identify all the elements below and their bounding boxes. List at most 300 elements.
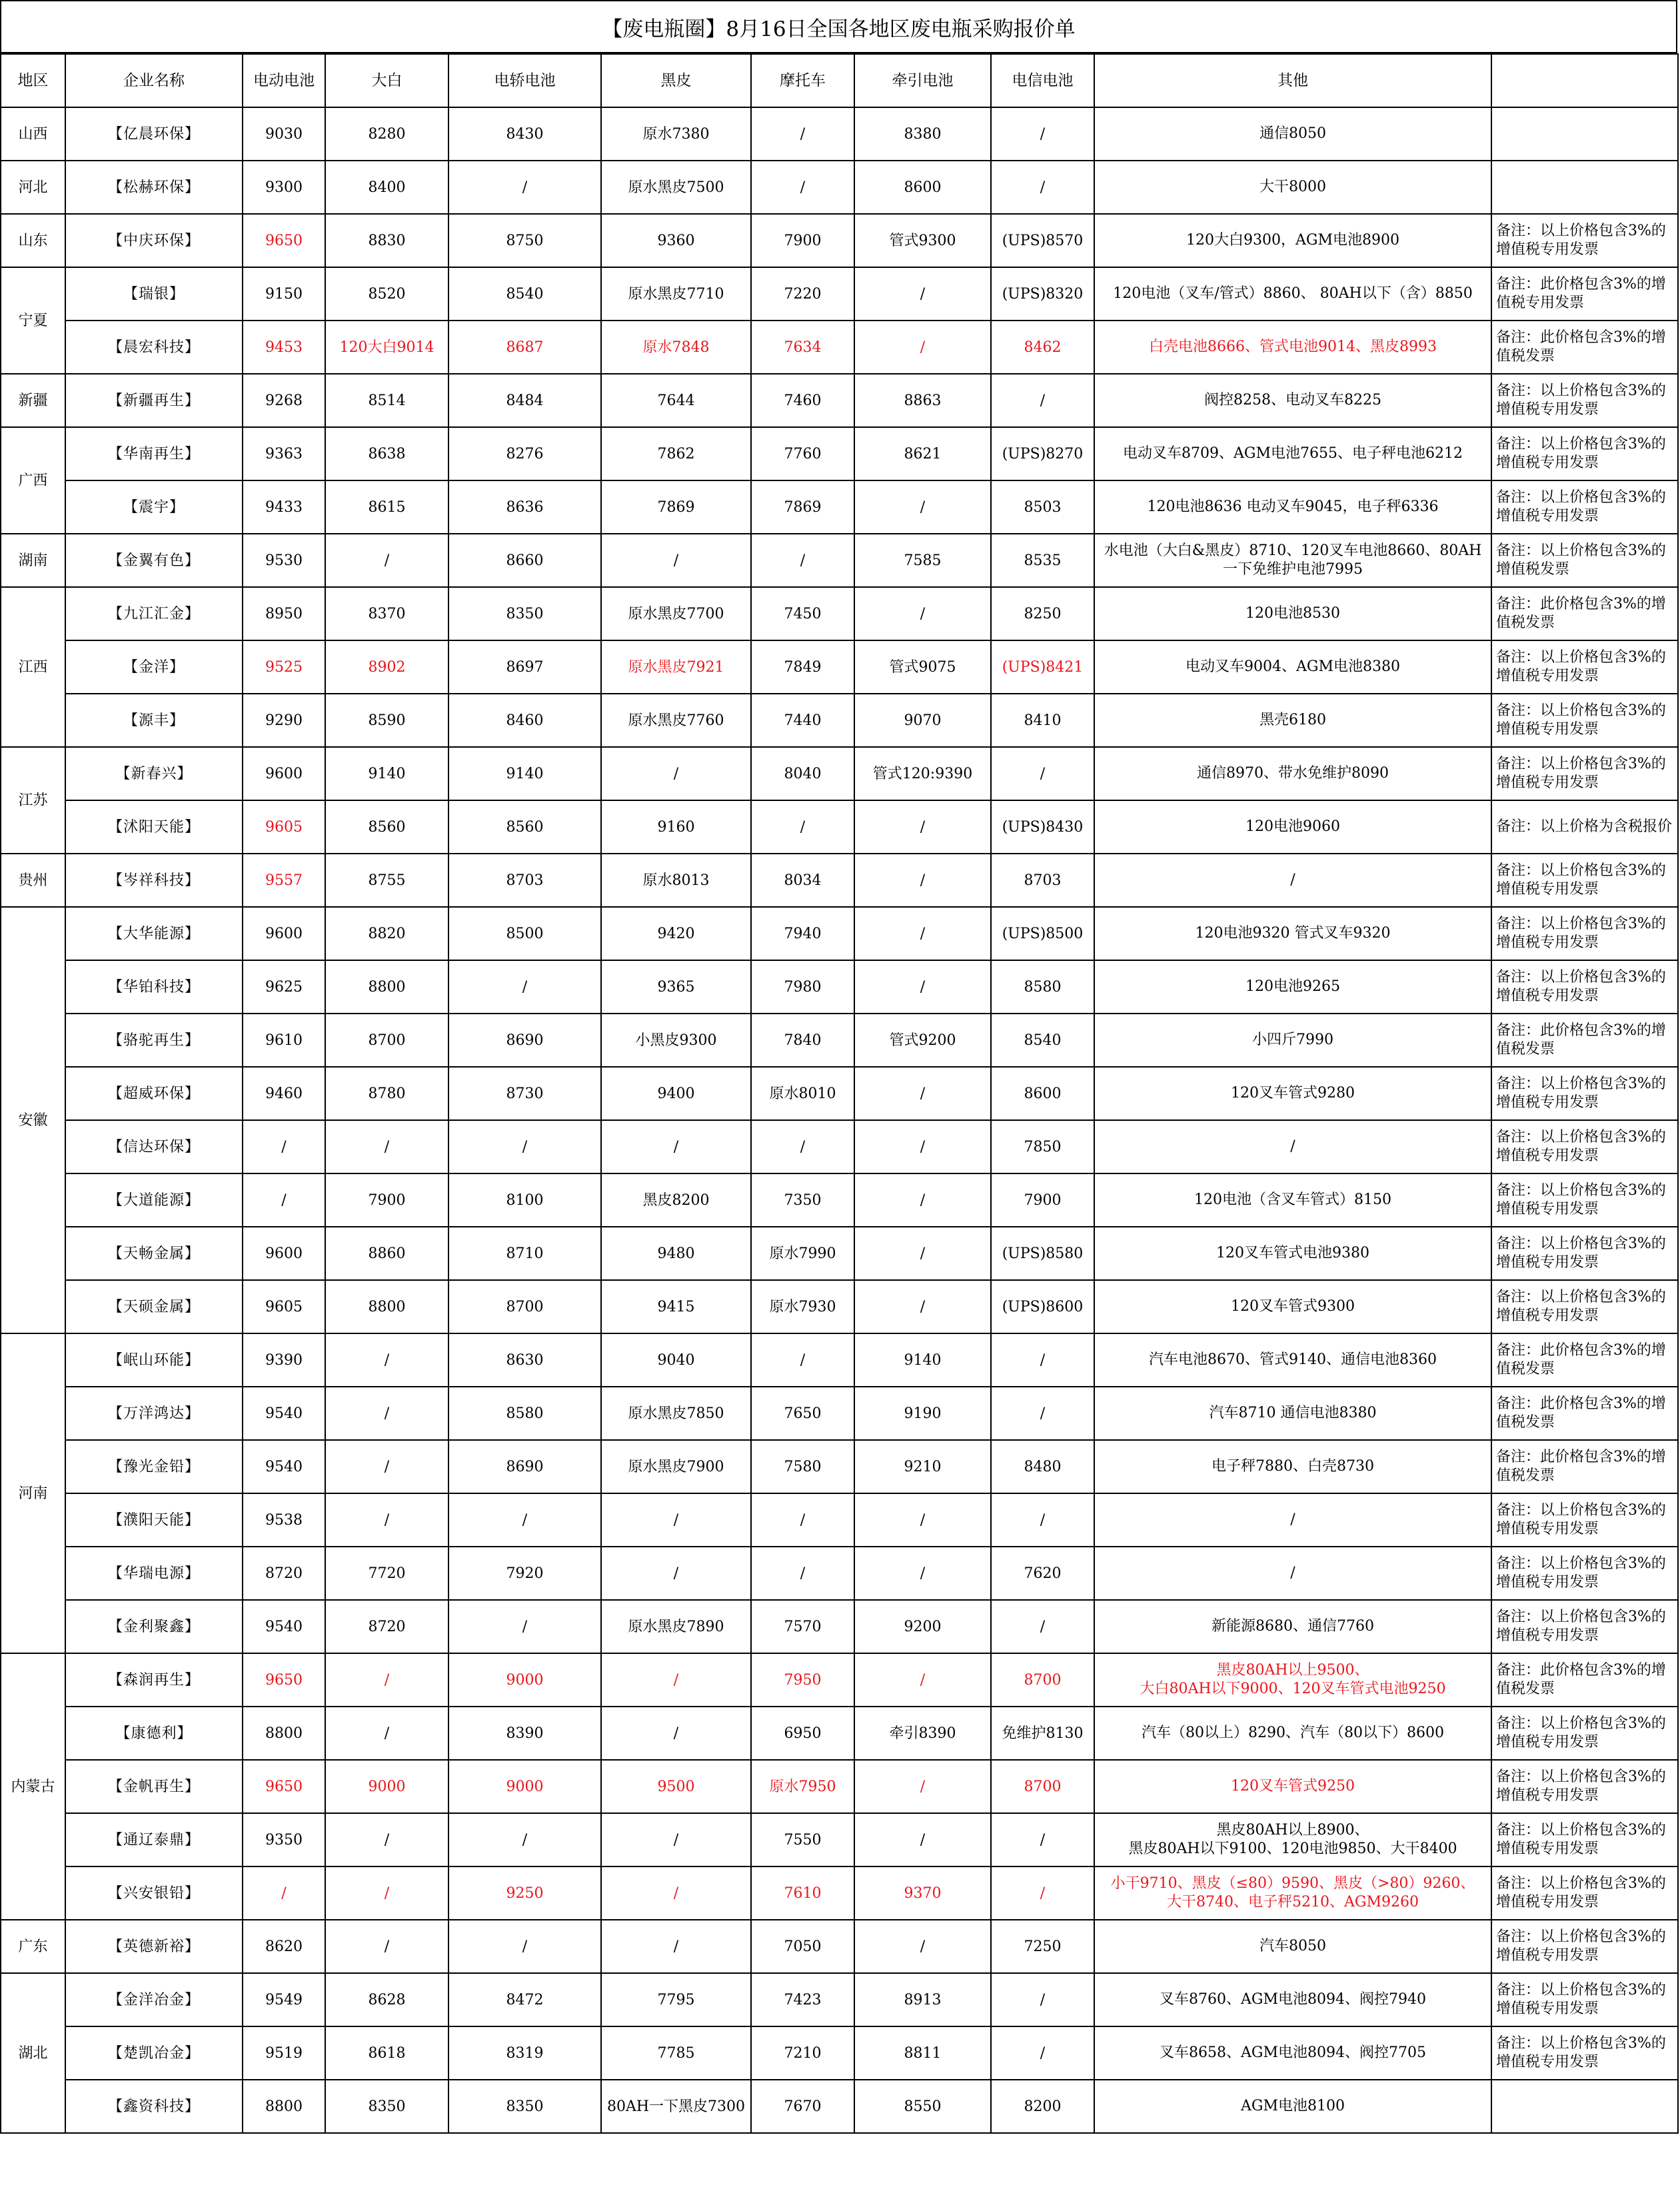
- telecom-battery-cell: 8535: [991, 534, 1094, 587]
- company-cell: 【岷山环能】: [65, 1333, 243, 1387]
- other-cell: /: [1094, 1120, 1491, 1173]
- motorcycle-cell: 7220: [751, 267, 854, 321]
- company-cell: 【震宇】: [65, 480, 243, 534]
- table-row: [1, 907, 1678, 960]
- electric-battery-cell: 9300: [243, 161, 325, 214]
- telecom-battery-cell: (UPS)8320: [991, 267, 1094, 321]
- company-cell: 【松赫环保】: [65, 161, 243, 214]
- table-row: [1, 534, 1678, 587]
- other-cell: 电子秤7880、白壳8730: [1094, 1440, 1491, 1493]
- dabai-cell: 8700: [325, 1014, 448, 1067]
- table-row: [1, 321, 1678, 374]
- telecom-battery-cell: (UPS)8500: [991, 907, 1094, 960]
- traction-battery-cell: /: [854, 1493, 991, 1547]
- header-region: 地区: [1, 54, 65, 107]
- note-cell: [1491, 2080, 1678, 2133]
- price-table: [0, 53, 1679, 2134]
- heipi-cell: /: [601, 1920, 751, 1973]
- motorcycle-cell: /: [751, 534, 854, 587]
- note-cell: 备注：以上价格包含3%的增值税专用发票: [1491, 1067, 1678, 1120]
- electric-battery-cell: 9460: [243, 1067, 325, 1120]
- heipi-cell: 9420: [601, 907, 751, 960]
- dabai-cell: 8628: [325, 1973, 448, 2026]
- motorcycle-cell: 原水8010: [751, 1067, 854, 1120]
- motorcycle-cell: 7440: [751, 694, 854, 747]
- telecom-battery-cell: /: [991, 107, 1094, 161]
- electric-battery-cell: 9600: [243, 747, 325, 800]
- telecom-battery-cell: /: [991, 374, 1094, 427]
- table-row: [1, 1120, 1678, 1173]
- company-cell: 【超威环保】: [65, 1067, 243, 1120]
- telecom-battery-cell: 7250: [991, 1920, 1094, 1973]
- company-cell: 【大华能源】: [65, 907, 243, 960]
- dabai-cell: 8755: [325, 854, 448, 907]
- electric-battery-cell: /: [243, 1173, 325, 1227]
- car-battery-cell: 8690: [448, 1440, 601, 1493]
- table-row: [1, 2026, 1678, 2080]
- electric-battery-cell: 9549: [243, 1973, 325, 2026]
- motorcycle-cell: 7760: [751, 427, 854, 480]
- other-cell: 汽车8050: [1094, 1920, 1491, 1973]
- motorcycle-cell: 7869: [751, 480, 854, 534]
- other-cell: 120叉车管式电池9380: [1094, 1227, 1491, 1280]
- traction-battery-cell: 9190: [854, 1387, 991, 1440]
- electric-battery-cell: 9363: [243, 427, 325, 480]
- table-row: [1, 960, 1678, 1014]
- car-battery-cell: 8350: [448, 2080, 601, 2133]
- car-battery-cell: 8319: [448, 2026, 601, 2080]
- traction-battery-cell: /: [854, 587, 991, 640]
- sheet-title: 【废电瓶圈】8月16日全国各地区废电瓶采购报价单: [0, 0, 1677, 53]
- electric-battery-cell: 9030: [243, 107, 325, 161]
- heipi-cell: 原水7380: [601, 107, 751, 161]
- traction-battery-cell: 9210: [854, 1440, 991, 1493]
- electric-battery-cell: 8800: [243, 2080, 325, 2133]
- other-cell: 汽车（80以上）8290、汽车（80以下）8600: [1094, 1707, 1491, 1760]
- table-row: [1, 480, 1678, 534]
- traction-battery-cell: 9070: [854, 694, 991, 747]
- car-battery-cell: 8460: [448, 694, 601, 747]
- electric-battery-cell: 9600: [243, 1227, 325, 1280]
- region-cell: 广东: [1, 1920, 65, 1973]
- company-cell: 【金帆再生】: [65, 1760, 243, 1813]
- table-row: [1, 161, 1678, 214]
- heipi-cell: 9040: [601, 1333, 751, 1387]
- car-battery-cell: 8750: [448, 214, 601, 267]
- company-cell: 【华南再生】: [65, 427, 243, 480]
- table-row: [1, 214, 1678, 267]
- table-row: [1, 1973, 1678, 2026]
- company-cell: 【万洋鸿达】: [65, 1387, 243, 1440]
- other-cell: 120叉车管式9300: [1094, 1280, 1491, 1333]
- table-row: [1, 1440, 1678, 1493]
- telecom-battery-cell: 8250: [991, 587, 1094, 640]
- dabai-cell: /: [325, 1866, 448, 1920]
- traction-battery-cell: 8621: [854, 427, 991, 480]
- car-battery-cell: 8690: [448, 1014, 601, 1067]
- motorcycle-cell: 7350: [751, 1173, 854, 1227]
- car-battery-cell: 9250: [448, 1866, 601, 1920]
- car-battery-cell: 8580: [448, 1387, 601, 1440]
- motorcycle-cell: 7940: [751, 907, 854, 960]
- table-row: [1, 1493, 1678, 1547]
- company-cell: 【晨宏科技】: [65, 321, 243, 374]
- heipi-cell: 9400: [601, 1067, 751, 1120]
- note-cell: 备注：以上价格包含3%的增值税专用发票: [1491, 1973, 1678, 2026]
- telecom-battery-cell: 8580: [991, 960, 1094, 1014]
- traction-battery-cell: 8380: [854, 107, 991, 161]
- company-cell: 【岑祥科技】: [65, 854, 243, 907]
- heipi-cell: 小黑皮9300: [601, 1014, 751, 1067]
- electric-battery-cell: 8620: [243, 1920, 325, 1973]
- telecom-battery-cell: /: [991, 1387, 1094, 1440]
- traction-battery-cell: 9140: [854, 1333, 991, 1387]
- electric-battery-cell: 9530: [243, 534, 325, 587]
- company-cell: 【华铂科技】: [65, 960, 243, 1014]
- electric-battery-cell: 9433: [243, 480, 325, 534]
- car-battery-cell: 8630: [448, 1333, 601, 1387]
- note-cell: 备注：以上价格包含3%的增值税专用发票: [1491, 1547, 1678, 1600]
- motorcycle-cell: /: [751, 107, 854, 161]
- telecom-battery-cell: 8503: [991, 480, 1094, 534]
- motorcycle-cell: 7670: [751, 2080, 854, 2133]
- electric-battery-cell: 9650: [243, 214, 325, 267]
- telecom-battery-cell: (UPS)8421: [991, 640, 1094, 694]
- other-cell: 120大白9300，AGM电池8900: [1094, 214, 1491, 267]
- electric-battery-cell: 8950: [243, 587, 325, 640]
- traction-battery-cell: /: [854, 321, 991, 374]
- car-battery-cell: 8730: [448, 1067, 601, 1120]
- note-cell: 备注：以上价格包含3%的增值税专用发票: [1491, 214, 1678, 267]
- region-cell: 广西: [1, 427, 65, 534]
- telecom-battery-cell: (UPS)8570: [991, 214, 1094, 267]
- traction-battery-cell: /: [854, 1547, 991, 1600]
- car-battery-cell: /: [448, 1493, 601, 1547]
- heipi-cell: 9415: [601, 1280, 751, 1333]
- motorcycle-cell: 原水7950: [751, 1760, 854, 1813]
- dabai-cell: 8350: [325, 2080, 448, 2133]
- dabai-cell: /: [325, 1493, 448, 1547]
- dabai-cell: 8820: [325, 907, 448, 960]
- table-row: [1, 1333, 1678, 1387]
- other-cell: 通信8970、带水免维护8090: [1094, 747, 1491, 800]
- traction-battery-cell: 牵引8390: [854, 1707, 991, 1760]
- motorcycle-cell: 7460: [751, 374, 854, 427]
- traction-battery-cell: /: [854, 800, 991, 854]
- traction-battery-cell: /: [854, 1067, 991, 1120]
- table-row: [1, 427, 1678, 480]
- other-cell: /: [1094, 854, 1491, 907]
- other-cell: 水电池（大白&黑皮）8710、120叉车电池8660、80AH一下免维护电池7995: [1094, 534, 1491, 587]
- traction-battery-cell: /: [854, 960, 991, 1014]
- telecom-battery-cell: 免维护8130: [991, 1707, 1094, 1760]
- electric-battery-cell: /: [243, 1120, 325, 1173]
- table-row: [1, 640, 1678, 694]
- other-cell: 新能源8680、通信7760: [1094, 1600, 1491, 1653]
- heipi-cell: 9160: [601, 800, 751, 854]
- heipi-cell: 原水黑皮7890: [601, 1600, 751, 1653]
- header-telecom-battery: 电信电池: [991, 54, 1094, 107]
- car-battery-cell: 8540: [448, 267, 601, 321]
- motorcycle-cell: /: [751, 1493, 854, 1547]
- dabai-cell: 120大白9014: [325, 321, 448, 374]
- region-cell: 宁夏: [1, 267, 65, 374]
- note-cell: 备注：以上价格包含3%的增值税专用发票: [1491, 1493, 1678, 1547]
- region-cell: 江苏: [1, 747, 65, 854]
- dabai-cell: 8520: [325, 267, 448, 321]
- table-row: [1, 587, 1678, 640]
- telecom-battery-cell: 8480: [991, 1440, 1094, 1493]
- note-cell: 备注：以上价格包含3%的增值税专用发票: [1491, 1707, 1678, 1760]
- traction-battery-cell: 7585: [854, 534, 991, 587]
- electric-battery-cell: 9610: [243, 1014, 325, 1067]
- note-cell: 备注：以上价格包含3%的增值税专用发票: [1491, 960, 1678, 1014]
- telecom-battery-cell: 8410: [991, 694, 1094, 747]
- traction-battery-cell: 8863: [854, 374, 991, 427]
- note-cell: 备注：以上价格包含3%的增值税专用发票: [1491, 1173, 1678, 1227]
- other-cell: 叉车8760、AGM电池8094、阀控7940: [1094, 1973, 1491, 2026]
- table-row: [1, 1173, 1678, 1227]
- note-cell: 备注：此价格包含3%的增值税发票: [1491, 1014, 1678, 1067]
- dabai-cell: /: [325, 1120, 448, 1173]
- car-battery-cell: 8100: [448, 1173, 601, 1227]
- traction-battery-cell: /: [854, 854, 991, 907]
- heipi-cell: 9365: [601, 960, 751, 1014]
- dabai-cell: 8400: [325, 161, 448, 214]
- dabai-cell: 8280: [325, 107, 448, 161]
- company-cell: 【新春兴】: [65, 747, 243, 800]
- other-cell: 120电池9320 管式叉车9320: [1094, 907, 1491, 960]
- other-cell: 120电池（叉车/管式）8860、 80AH以下（含）8850: [1094, 267, 1491, 321]
- dabai-cell: /: [325, 1707, 448, 1760]
- car-battery-cell: /: [448, 1813, 601, 1866]
- car-battery-cell: 8350: [448, 587, 601, 640]
- electric-battery-cell: 9350: [243, 1813, 325, 1866]
- car-battery-cell: 8636: [448, 480, 601, 534]
- other-cell: 阀控8258、电动叉车8225: [1094, 374, 1491, 427]
- dabai-cell: /: [325, 1440, 448, 1493]
- heipi-cell: 原水黑皮7500: [601, 161, 751, 214]
- company-cell: 【大道能源】: [65, 1173, 243, 1227]
- table-row: [1, 107, 1678, 161]
- heipi-cell: 原水黑皮7850: [601, 1387, 751, 1440]
- car-battery-cell: 8700: [448, 1280, 601, 1333]
- dabai-cell: 8370: [325, 587, 448, 640]
- company-cell: 【源丰】: [65, 694, 243, 747]
- company-cell: 【瑞银】: [65, 267, 243, 321]
- region-cell: 河北: [1, 161, 65, 214]
- motorcycle-cell: 7840: [751, 1014, 854, 1067]
- motorcycle-cell: 7570: [751, 1600, 854, 1653]
- telecom-battery-cell: 7620: [991, 1547, 1094, 1600]
- region-cell: 贵州: [1, 854, 65, 907]
- traction-battery-cell: /: [854, 1280, 991, 1333]
- heipi-cell: 9480: [601, 1227, 751, 1280]
- motorcycle-cell: 原水7930: [751, 1280, 854, 1333]
- motorcycle-cell: 7580: [751, 1440, 854, 1493]
- telecom-battery-cell: (UPS)8430: [991, 800, 1094, 854]
- dabai-cell: 8560: [325, 800, 448, 854]
- car-battery-cell: 8660: [448, 534, 601, 587]
- note-cell: 备注：以上价格包含3%的增值税专用发票: [1491, 1227, 1678, 1280]
- table-row: [1, 1600, 1678, 1653]
- motorcycle-cell: 7450: [751, 587, 854, 640]
- company-cell: 【信达环保】: [65, 1120, 243, 1173]
- heipi-cell: 9360: [601, 214, 751, 267]
- traction-battery-cell: /: [854, 480, 991, 534]
- heipi-cell: 原水黑皮7700: [601, 587, 751, 640]
- heipi-cell: 80AH一下黑皮7300: [601, 2080, 751, 2133]
- car-battery-cell: 9140: [448, 747, 601, 800]
- dabai-cell: /: [325, 1813, 448, 1866]
- note-cell: 备注：以上价格包含3%的增值税专用发票: [1491, 1280, 1678, 1333]
- note-cell: 备注：此价格包含3%的增值税发票: [1491, 1387, 1678, 1440]
- note-cell: 备注：以上价格包含3%的增值税专用发票: [1491, 640, 1678, 694]
- dabai-cell: /: [325, 1920, 448, 1973]
- dabai-cell: 8618: [325, 2026, 448, 2080]
- note-cell: 备注：此价格包含3%的增值税专用发票: [1491, 267, 1678, 321]
- electric-battery-cell: 8800: [243, 1707, 325, 1760]
- table-row: [1, 854, 1678, 907]
- electric-battery-cell: 9390: [243, 1333, 325, 1387]
- electric-battery-cell: 9625: [243, 960, 325, 1014]
- motorcycle-cell: 7950: [751, 1653, 854, 1707]
- car-battery-cell: 8472: [448, 1973, 601, 2026]
- telecom-battery-cell: (UPS)8580: [991, 1227, 1094, 1280]
- dabai-cell: 7720: [325, 1547, 448, 1600]
- region-cell: 湖南: [1, 534, 65, 587]
- heipi-cell: /: [601, 1493, 751, 1547]
- telecom-battery-cell: 8703: [991, 854, 1094, 907]
- note-cell: 备注：以上价格包含3%的增值税专用发票: [1491, 2026, 1678, 2080]
- note-cell: 备注：以上价格包含3%的增值税专用发票: [1491, 374, 1678, 427]
- motorcycle-cell: 8040: [751, 747, 854, 800]
- motorcycle-cell: /: [751, 1547, 854, 1600]
- other-cell: 电动叉车9004、AGM电池8380: [1094, 640, 1491, 694]
- car-battery-cell: 8430: [448, 107, 601, 161]
- note-cell: 备注：以上价格为含税报价: [1491, 800, 1678, 854]
- region-cell: 湖北: [1, 1973, 65, 2133]
- electric-battery-cell: 9519: [243, 2026, 325, 2080]
- other-cell: 白壳电池8666、管式电池9014、黑皮8993: [1094, 321, 1491, 374]
- dabai-cell: /: [325, 534, 448, 587]
- other-cell: 小四斤7990: [1094, 1014, 1491, 1067]
- company-cell: 【豫光金铅】: [65, 1440, 243, 1493]
- heipi-cell: 黑皮8200: [601, 1173, 751, 1227]
- telecom-battery-cell: 8700: [991, 1653, 1094, 1707]
- other-cell: /: [1094, 1493, 1491, 1547]
- car-battery-cell: 7920: [448, 1547, 601, 1600]
- heipi-cell: /: [601, 1547, 751, 1600]
- traction-battery-cell: 8913: [854, 1973, 991, 2026]
- note-cell: 备注：以上价格包含3%的增值税专用发票: [1491, 1600, 1678, 1653]
- table-row: [1, 1920, 1678, 1973]
- note-cell: 备注：以上价格包含3%的增值税专用发票: [1491, 1760, 1678, 1813]
- heipi-cell: 7795: [601, 1973, 751, 2026]
- car-battery-cell: 8703: [448, 854, 601, 907]
- company-cell: 【濮阳天能】: [65, 1493, 243, 1547]
- company-cell: 【英德新裕】: [65, 1920, 243, 1973]
- telecom-battery-cell: (UPS)8600: [991, 1280, 1094, 1333]
- dabai-cell: 9000: [325, 1760, 448, 1813]
- company-cell: 【鑫资科技】: [65, 2080, 243, 2133]
- other-cell: 黑皮80AH以上8900、 黑皮80AH以下9100、120电池9850、大干8400: [1094, 1813, 1491, 1866]
- telecom-battery-cell: 8600: [991, 1067, 1094, 1120]
- other-cell: 汽车8710 通信电池8380: [1094, 1387, 1491, 1440]
- header-note: [1491, 54, 1678, 107]
- header-car-battery: 电轿电池: [448, 54, 601, 107]
- electric-battery-cell: 9540: [243, 1387, 325, 1440]
- company-cell: 【九江汇金】: [65, 587, 243, 640]
- table-row: [1, 1813, 1678, 1866]
- car-battery-cell: /: [448, 161, 601, 214]
- header-other: 其他: [1094, 54, 1491, 107]
- other-cell: 120电池8530: [1094, 587, 1491, 640]
- motorcycle-cell: 8034: [751, 854, 854, 907]
- telecom-battery-cell: 8540: [991, 1014, 1094, 1067]
- traction-battery-cell: 管式120:9390: [854, 747, 991, 800]
- electric-battery-cell: 9268: [243, 374, 325, 427]
- dabai-cell: /: [325, 1333, 448, 1387]
- table-row: [1, 1227, 1678, 1280]
- table-row: [1, 1760, 1678, 1813]
- table-row: [1, 1014, 1678, 1067]
- company-cell: 【沭阳天能】: [65, 800, 243, 854]
- table-row: [1, 267, 1678, 321]
- traction-battery-cell: /: [854, 907, 991, 960]
- heipi-cell: 原水8013: [601, 854, 751, 907]
- electric-battery-cell: /: [243, 1866, 325, 1920]
- table-row: [1, 374, 1678, 427]
- company-cell: 【金利聚鑫】: [65, 1600, 243, 1653]
- other-cell: 汽车电池8670、管式9140、通信电池8360: [1094, 1333, 1491, 1387]
- electric-battery-cell: 9605: [243, 1280, 325, 1333]
- company-cell: 【新疆再生】: [65, 374, 243, 427]
- car-battery-cell: 8560: [448, 800, 601, 854]
- dabai-cell: 8638: [325, 427, 448, 480]
- heipi-cell: 7869: [601, 480, 751, 534]
- note-cell: 备注：以上价格包含3%的增值税专用发票: [1491, 747, 1678, 800]
- motorcycle-cell: 原水7990: [751, 1227, 854, 1280]
- electric-battery-cell: 9540: [243, 1440, 325, 1493]
- region-cell: 河南: [1, 1333, 65, 1653]
- note-cell: 备注：以上价格包含3%的增值税专用发票: [1491, 1866, 1678, 1920]
- header-traction-battery: 牵引电池: [854, 54, 991, 107]
- motorcycle-cell: 7050: [751, 1920, 854, 1973]
- traction-battery-cell: 9200: [854, 1600, 991, 1653]
- company-cell: 【金翼有色】: [65, 534, 243, 587]
- heipi-cell: /: [601, 1866, 751, 1920]
- car-battery-cell: /: [448, 1920, 601, 1973]
- traction-battery-cell: 8550: [854, 2080, 991, 2133]
- dabai-cell: 9140: [325, 747, 448, 800]
- company-cell: 【森润再生】: [65, 1653, 243, 1707]
- telecom-battery-cell: /: [991, 747, 1094, 800]
- dabai-cell: 7900: [325, 1173, 448, 1227]
- dabai-cell: 8615: [325, 480, 448, 534]
- table-row: [1, 1866, 1678, 1920]
- telecom-battery-cell: (UPS)8270: [991, 427, 1094, 480]
- car-battery-cell: 8710: [448, 1227, 601, 1280]
- table-row: [1, 800, 1678, 854]
- note-cell: 备注：以上价格包含3%的增值税专用发票: [1491, 1813, 1678, 1866]
- electric-battery-cell: 9557: [243, 854, 325, 907]
- note-cell: 备注：此价格包含3%的增值税发票: [1491, 587, 1678, 640]
- other-cell: AGM电池8100: [1094, 2080, 1491, 2133]
- car-battery-cell: 8697: [448, 640, 601, 694]
- table-header-row: [1, 54, 1678, 107]
- electric-battery-cell: 9650: [243, 1653, 325, 1707]
